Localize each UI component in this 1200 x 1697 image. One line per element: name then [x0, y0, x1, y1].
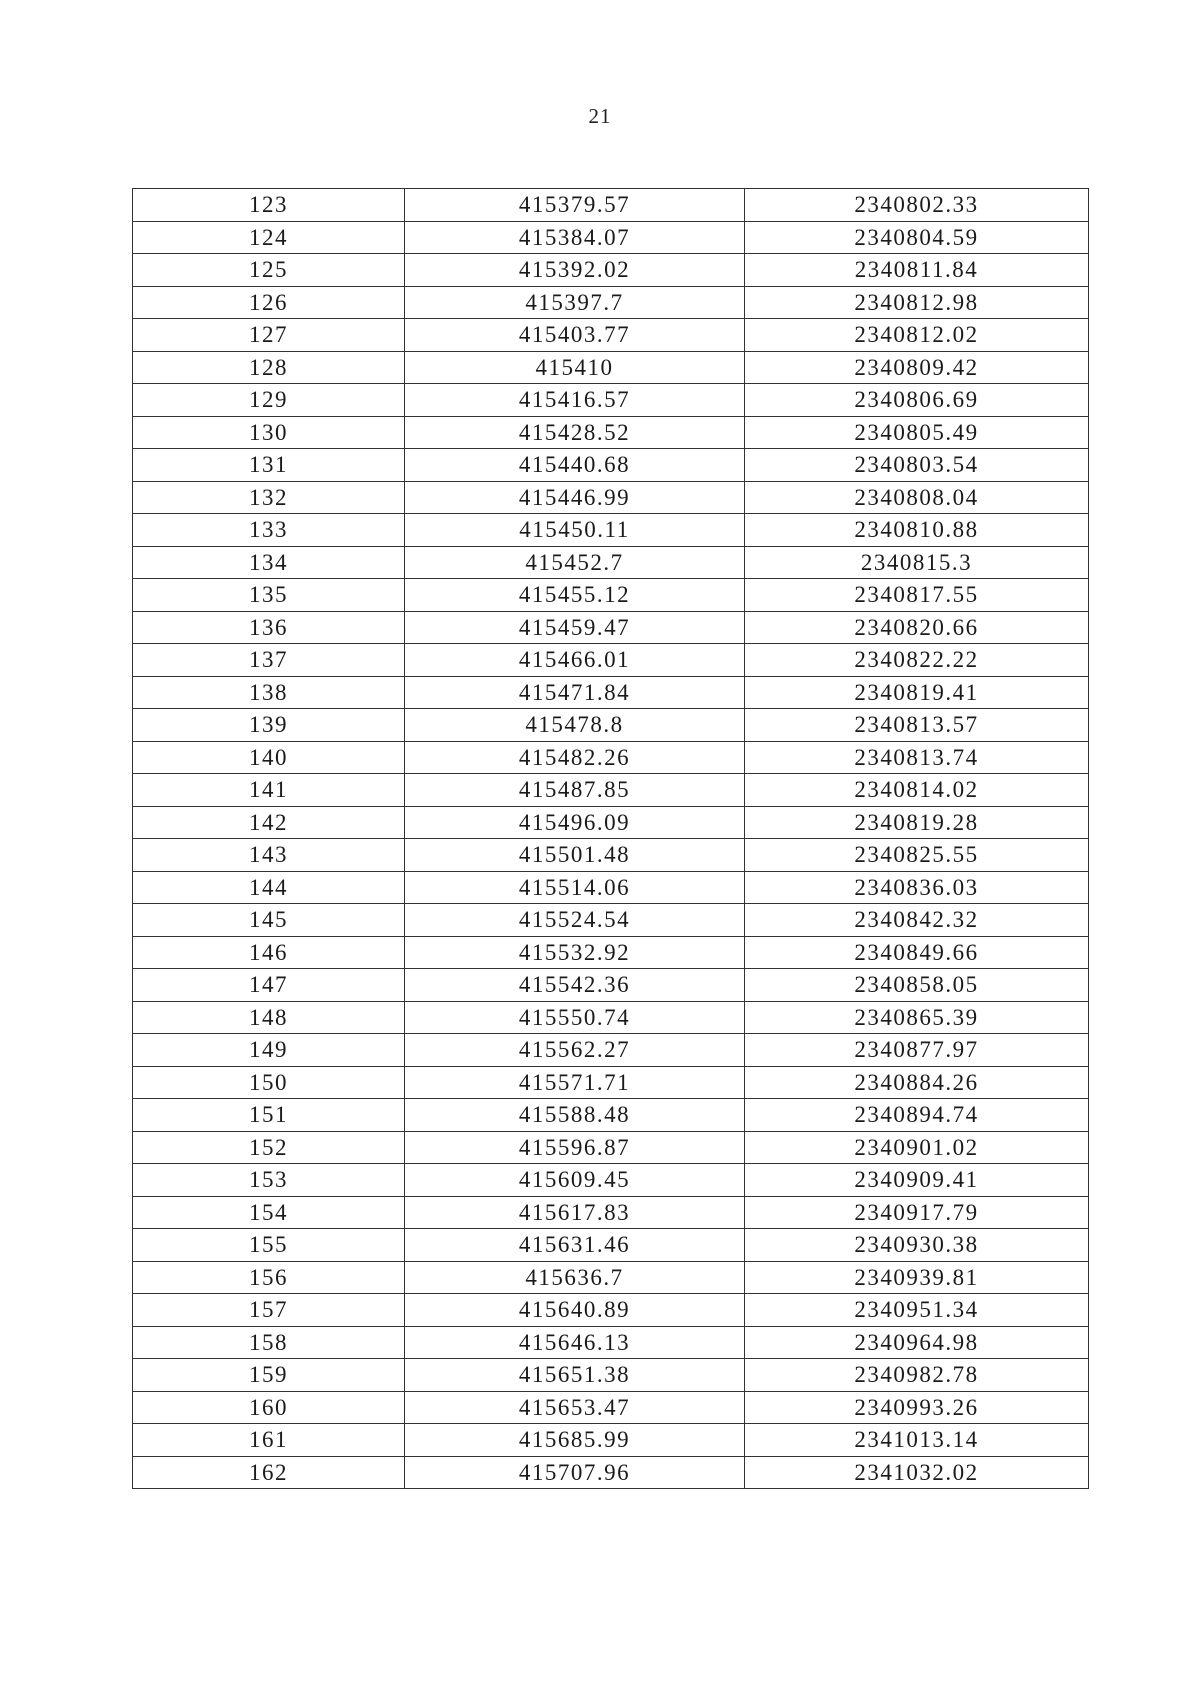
point-number-cell: 157	[133, 1294, 405, 1327]
x-coordinate-cell: 415653.47	[405, 1391, 745, 1424]
y-coordinate-cell: 2340884.26	[745, 1066, 1089, 1099]
point-number-cell: 131	[133, 449, 405, 482]
y-coordinate-cell: 2340805.49	[745, 416, 1089, 449]
y-coordinate-cell: 2340917.79	[745, 1196, 1089, 1229]
table-row	[133, 1001, 1089, 1034]
x-coordinate-cell: 415455.12	[405, 579, 745, 612]
y-coordinate-cell: 2340858.05	[745, 969, 1089, 1002]
y-coordinate-cell: 2340817.55	[745, 579, 1089, 612]
x-coordinate-cell: 415450.11	[405, 514, 745, 547]
point-number-cell: 156	[133, 1261, 405, 1294]
point-number-cell: 158	[133, 1326, 405, 1359]
table-row	[133, 709, 1089, 742]
y-coordinate-cell: 2340820.66	[745, 611, 1089, 644]
table-row	[133, 1099, 1089, 1132]
point-number-cell: 134	[133, 546, 405, 579]
point-number-cell: 130	[133, 416, 405, 449]
y-coordinate-cell: 2340901.02	[745, 1131, 1089, 1164]
table-row	[133, 1261, 1089, 1294]
x-coordinate-cell: 415440.68	[405, 449, 745, 482]
point-number-cell: 129	[133, 384, 405, 417]
y-coordinate-cell: 2340812.98	[745, 286, 1089, 319]
table-row	[133, 611, 1089, 644]
point-number-cell: 151	[133, 1099, 405, 1132]
table-row	[133, 579, 1089, 612]
x-coordinate-cell: 415707.96	[405, 1456, 745, 1489]
x-coordinate-cell: 415471.84	[405, 676, 745, 709]
point-number-cell: 132	[133, 481, 405, 514]
table-row	[133, 286, 1089, 319]
point-number-cell: 127	[133, 319, 405, 352]
point-number-cell: 155	[133, 1229, 405, 1262]
point-number-cell: 147	[133, 969, 405, 1002]
y-coordinate-cell: 2340802.33	[745, 189, 1089, 222]
x-coordinate-cell: 415532.92	[405, 936, 745, 969]
y-coordinate-cell: 2340813.57	[745, 709, 1089, 742]
point-number-cell: 153	[133, 1164, 405, 1197]
y-coordinate-cell: 2340909.41	[745, 1164, 1089, 1197]
y-coordinate-cell: 2340877.97	[745, 1034, 1089, 1067]
x-coordinate-cell: 415428.52	[405, 416, 745, 449]
y-coordinate-cell: 2340822.22	[745, 644, 1089, 677]
table-row	[133, 644, 1089, 677]
x-coordinate-cell: 415392.02	[405, 254, 745, 287]
coordinate-table	[132, 188, 1089, 1489]
point-number-cell: 136	[133, 611, 405, 644]
table-row	[133, 351, 1089, 384]
y-coordinate-cell: 2340982.78	[745, 1359, 1089, 1392]
x-coordinate-cell: 415459.47	[405, 611, 745, 644]
x-coordinate-cell: 415524.54	[405, 904, 745, 937]
y-coordinate-cell: 2341032.02	[745, 1456, 1089, 1489]
table-row	[133, 1164, 1089, 1197]
x-coordinate-cell: 415397.7	[405, 286, 745, 319]
table-row	[133, 1196, 1089, 1229]
x-coordinate-cell: 415646.13	[405, 1326, 745, 1359]
table-row	[133, 514, 1089, 547]
x-coordinate-cell: 415496.09	[405, 806, 745, 839]
point-number-cell: 142	[133, 806, 405, 839]
point-number-cell: 126	[133, 286, 405, 319]
point-number-cell: 141	[133, 774, 405, 807]
y-coordinate-cell: 2340803.54	[745, 449, 1089, 482]
y-coordinate-cell: 2340808.04	[745, 481, 1089, 514]
table-row	[133, 1326, 1089, 1359]
table-row	[133, 1034, 1089, 1067]
table-row	[133, 416, 1089, 449]
y-coordinate-cell: 2341013.14	[745, 1424, 1089, 1457]
x-coordinate-cell: 415466.01	[405, 644, 745, 677]
x-coordinate-cell: 415588.48	[405, 1099, 745, 1132]
table-row	[133, 1359, 1089, 1392]
x-coordinate-cell: 415403.77	[405, 319, 745, 352]
x-coordinate-cell: 415640.89	[405, 1294, 745, 1327]
table-body	[133, 189, 1089, 1489]
x-coordinate-cell: 415482.26	[405, 741, 745, 774]
x-coordinate-cell: 415636.7	[405, 1261, 745, 1294]
y-coordinate-cell: 2340964.98	[745, 1326, 1089, 1359]
table-row	[133, 774, 1089, 807]
table-row	[133, 221, 1089, 254]
table-row	[133, 1066, 1089, 1099]
x-coordinate-cell: 415379.57	[405, 189, 745, 222]
point-number-cell: 137	[133, 644, 405, 677]
point-number-cell: 128	[133, 351, 405, 384]
x-coordinate-cell: 415651.38	[405, 1359, 745, 1392]
table-row	[133, 806, 1089, 839]
y-coordinate-cell: 2340804.59	[745, 221, 1089, 254]
point-number-cell: 125	[133, 254, 405, 287]
y-coordinate-cell: 2340951.34	[745, 1294, 1089, 1327]
y-coordinate-cell: 2340819.41	[745, 676, 1089, 709]
y-coordinate-cell: 2340809.42	[745, 351, 1089, 384]
x-coordinate-cell: 415478.8	[405, 709, 745, 742]
y-coordinate-cell: 2340849.66	[745, 936, 1089, 969]
table-row	[133, 449, 1089, 482]
page-number: 21	[588, 104, 612, 128]
x-coordinate-cell: 415542.36	[405, 969, 745, 1002]
table-row	[133, 1391, 1089, 1424]
y-coordinate-cell: 2340930.38	[745, 1229, 1089, 1262]
y-coordinate-cell: 2340812.02	[745, 319, 1089, 352]
x-coordinate-cell: 415410	[405, 351, 745, 384]
x-coordinate-cell: 415452.7	[405, 546, 745, 579]
x-coordinate-cell: 415685.99	[405, 1424, 745, 1457]
table-row	[133, 1424, 1089, 1457]
y-coordinate-cell: 2340825.55	[745, 839, 1089, 872]
y-coordinate-cell: 2340806.69	[745, 384, 1089, 417]
x-coordinate-cell: 415596.87	[405, 1131, 745, 1164]
y-coordinate-cell: 2340836.03	[745, 871, 1089, 904]
table-row	[133, 481, 1089, 514]
point-number-cell: 159	[133, 1359, 405, 1392]
y-coordinate-cell: 2340993.26	[745, 1391, 1089, 1424]
y-coordinate-cell: 2340842.32	[745, 904, 1089, 937]
table-row	[133, 254, 1089, 287]
y-coordinate-cell: 2340939.81	[745, 1261, 1089, 1294]
point-number-cell: 138	[133, 676, 405, 709]
table-row	[133, 319, 1089, 352]
table-row	[133, 839, 1089, 872]
point-number-cell: 145	[133, 904, 405, 937]
point-number-cell: 140	[133, 741, 405, 774]
x-coordinate-cell: 415384.07	[405, 221, 745, 254]
point-number-cell: 148	[133, 1001, 405, 1034]
table-row	[133, 546, 1089, 579]
table-row	[133, 1456, 1089, 1489]
y-coordinate-cell: 2340819.28	[745, 806, 1089, 839]
point-number-cell: 152	[133, 1131, 405, 1164]
point-number-cell: 161	[133, 1424, 405, 1457]
y-coordinate-cell: 2340814.02	[745, 774, 1089, 807]
table-row	[133, 189, 1089, 222]
x-coordinate-cell: 415617.83	[405, 1196, 745, 1229]
table-row	[133, 676, 1089, 709]
table-row	[133, 969, 1089, 1002]
point-number-cell: 149	[133, 1034, 405, 1067]
point-number-cell: 123	[133, 189, 405, 222]
point-number-cell: 124	[133, 221, 405, 254]
x-coordinate-cell: 415416.57	[405, 384, 745, 417]
table-row	[133, 904, 1089, 937]
x-coordinate-cell: 415550.74	[405, 1001, 745, 1034]
x-coordinate-cell: 415631.46	[405, 1229, 745, 1262]
table-row	[133, 1294, 1089, 1327]
x-coordinate-cell: 415609.45	[405, 1164, 745, 1197]
y-coordinate-cell: 2340894.74	[745, 1099, 1089, 1132]
point-number-cell: 162	[133, 1456, 405, 1489]
x-coordinate-cell: 415514.06	[405, 871, 745, 904]
y-coordinate-cell: 2340813.74	[745, 741, 1089, 774]
point-number-cell: 135	[133, 579, 405, 612]
y-coordinate-cell: 2340815.3	[745, 546, 1089, 579]
x-coordinate-cell: 415501.48	[405, 839, 745, 872]
point-number-cell: 154	[133, 1196, 405, 1229]
point-number-cell: 139	[133, 709, 405, 742]
x-coordinate-cell: 415562.27	[405, 1034, 745, 1067]
table-row	[133, 1131, 1089, 1164]
x-coordinate-cell: 415571.71	[405, 1066, 745, 1099]
y-coordinate-cell: 2340811.84	[745, 254, 1089, 287]
point-number-cell: 160	[133, 1391, 405, 1424]
point-number-cell: 143	[133, 839, 405, 872]
y-coordinate-cell: 2340865.39	[745, 1001, 1089, 1034]
table-row	[133, 384, 1089, 417]
table-row	[133, 936, 1089, 969]
point-number-cell: 150	[133, 1066, 405, 1099]
table-row	[133, 1229, 1089, 1262]
point-number-cell: 144	[133, 871, 405, 904]
table-row	[133, 871, 1089, 904]
table-row	[133, 741, 1089, 774]
point-number-cell: 146	[133, 936, 405, 969]
x-coordinate-cell: 415446.99	[405, 481, 745, 514]
point-number-cell: 133	[133, 514, 405, 547]
x-coordinate-cell: 415487.85	[405, 774, 745, 807]
y-coordinate-cell: 2340810.88	[745, 514, 1089, 547]
